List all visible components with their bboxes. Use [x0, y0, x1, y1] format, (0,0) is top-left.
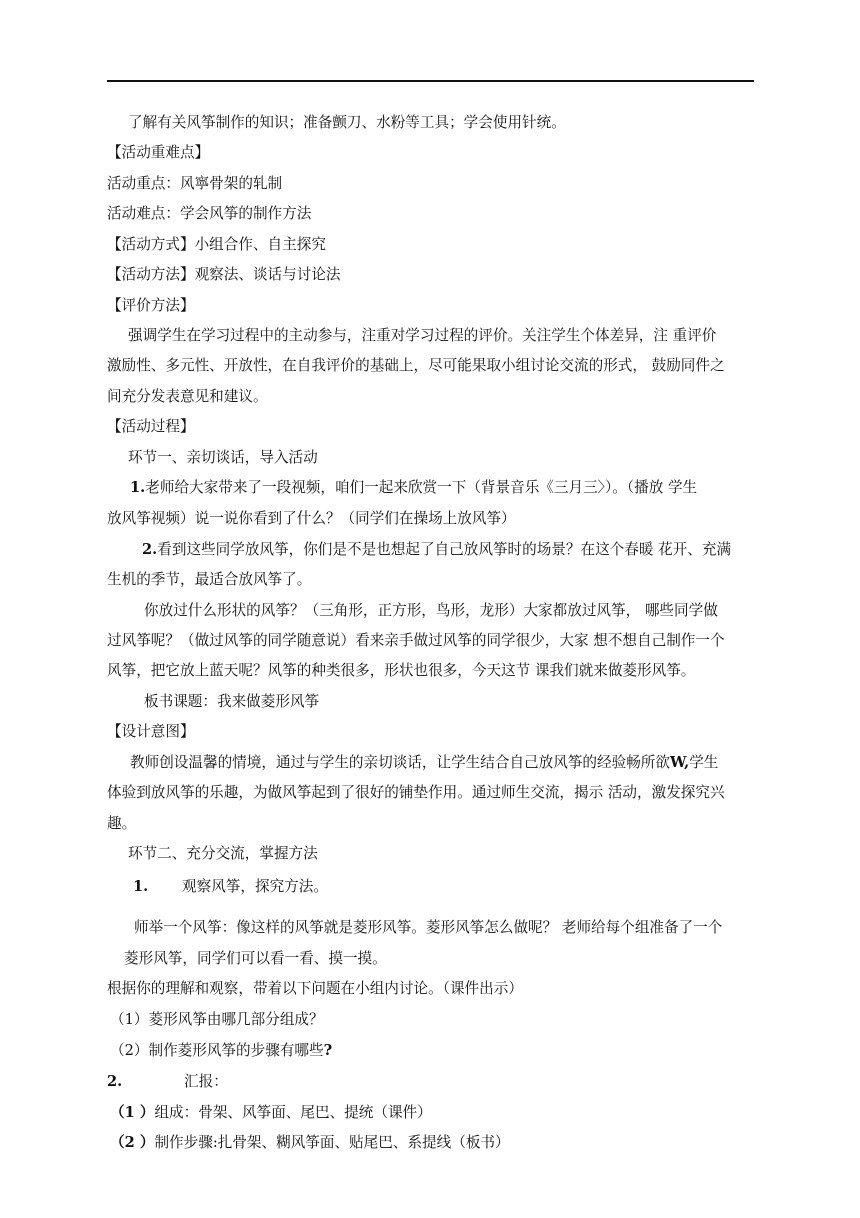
- item-number: 1.: [130, 479, 146, 496]
- bold-mark: ?: [323, 1042, 333, 1059]
- section-heading: 【评价方法】: [107, 297, 195, 314]
- section-heading: 【活动过程】: [107, 418, 195, 435]
- text-line: 激励性、多元性、开放性，在自我评价的基础上，尽可能果取小组讨论交流的形式， 鼓励同件之: [107, 357, 725, 374]
- item-number: （2 ）: [110, 1134, 155, 1151]
- text-line: 趣。: [107, 815, 137, 832]
- item-text: 看到这些同学放风筝，你们是不是也想起了自己放风筝时的场景？在这个春暖 花开、充满: [157, 541, 732, 558]
- item-text: 教师创设温馨的情境，通过与学生的亲切谈话，让学生结合自己放风筝的经验畅所欲: [130, 754, 670, 771]
- text-line: [130, 753, 780, 773]
- item-number: 2.: [142, 541, 158, 558]
- item-text: 组成：骨架、风筝面、尾巴、提统（课件）: [154, 1104, 432, 1121]
- text-line: 菱形风筝，同学们可以看一看、摸一摸。: [124, 950, 387, 967]
- text-line: 板书课题：我来做菱形风筝: [144, 693, 320, 710]
- item-number: 2.: [107, 1073, 123, 1090]
- item-text: 老师给大家带来了一段视频，咱们一起来欣赏一下（背景音乐《三月三〉）。（播放 学生: [145, 479, 698, 496]
- section-heading: 【活动重难点】: [107, 144, 210, 161]
- item-number: （1 ）: [110, 1104, 155, 1121]
- item-number: 1.: [133, 878, 149, 895]
- text-line: 生机的季节，最适合放风筝了。: [107, 571, 312, 588]
- text-line: 环节一、亲切谈话，导入活动: [128, 449, 318, 466]
- text-line: [110, 1103, 760, 1123]
- item-text: （2）制作菱形风筝的步骤有哪些: [110, 1042, 324, 1059]
- text-line: 环节二、充分交流，掌握方法: [128, 845, 318, 862]
- text-line: [110, 1041, 760, 1061]
- text-line: [110, 1133, 760, 1153]
- text-line: 活动难点：学会风筝的制作方法: [107, 205, 312, 222]
- item-text: 学生: [689, 754, 719, 771]
- text-line: 放风筝视频）说一说你看到了什么？（同学们在操场上放风筝）: [107, 510, 516, 527]
- text-line: （1）菱形风筝由哪几部分组成？: [110, 1011, 324, 1028]
- text-line: [130, 478, 780, 498]
- text-line: 【活动方式】小组合作、自主探究: [107, 236, 326, 253]
- text-line: 过风筝呢？（做过风筝的同学随意说）看来亲手做过风筝的同学很少，大家 想不想自己制作一个: [107, 632, 725, 649]
- text-line: 观察风筝，探究方法。: [182, 878, 328, 895]
- text-line: 根据你的理解和观察，带着以下问题在小组内讨论。（课件出示）: [107, 980, 523, 997]
- header-rule: [107, 80, 754, 82]
- text-line: [142, 540, 792, 560]
- item-text: 制作步骤:扎骨架、糊风筝面、贴尾巴、系提线（板书）: [154, 1134, 510, 1151]
- text-line: 了解有关风筝制作的知识；准备颤刀、水粉等工具；学会使用针统。: [128, 114, 566, 131]
- text-line: 汇报：: [184, 1073, 228, 1090]
- text-line: 强调学生在学习过程中的主动参与，注重对学习过程的评价。关注学生个体差异，注 重评价: [128, 327, 717, 344]
- text-line: 间充分发表意见和建议。: [107, 388, 268, 405]
- text-line: 活动重点：风寧骨架的轧制: [107, 175, 283, 192]
- bold-mark: W,: [669, 754, 690, 771]
- text-line: 风筝，把它放上蓝天呢？风筝的种类很多，形状也很多，今天这节 课我们就来做菱形风筝。: [107, 662, 696, 679]
- text-line: 师举一个风筝：像这样的风筝就是菱形风筝。菱形风筝怎么做呢？ 老师给每个组准备了一个: [134, 919, 723, 936]
- text-line: 你放过什么形状的风筝？（三角形，正方形，鸟形，龙形）大家都放过风筝， 哪些同学做: [144, 602, 718, 619]
- text-line: 【活动方法】观察法、谈话与讨论法: [107, 266, 341, 283]
- text-line: 体验到放风筝的乐趣，为做风筝起到了很好的铺垫作用。通过师生交流，揭示 活动，激发探究兴: [107, 784, 725, 801]
- section-heading: 【设计意图】: [107, 723, 195, 740]
